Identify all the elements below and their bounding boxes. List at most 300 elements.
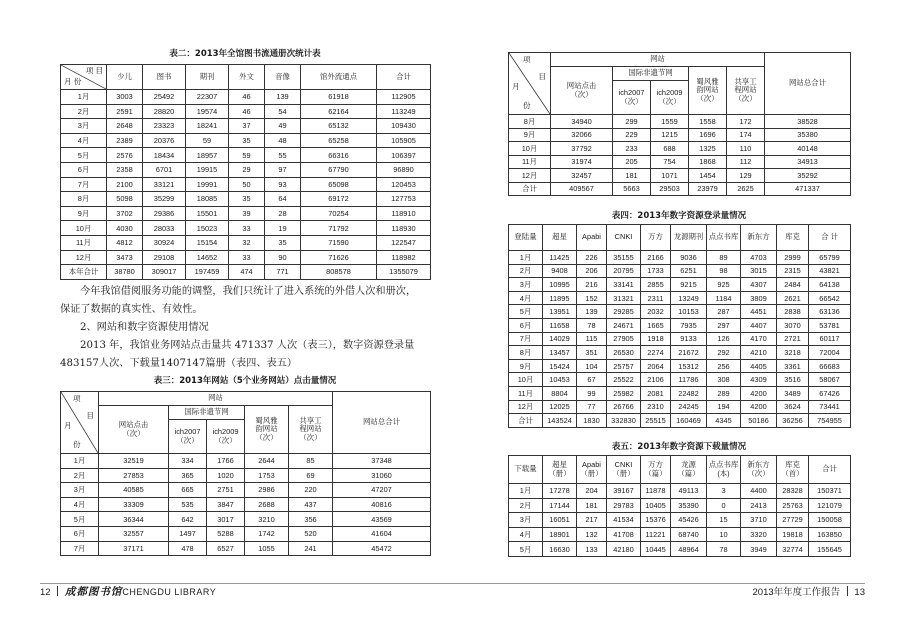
cell-value: 25492	[143, 90, 186, 105]
cell-value: 5288	[207, 526, 245, 541]
cell-value: 9408	[543, 264, 577, 278]
cell-value: 2106	[641, 373, 671, 387]
section-heading: 2、网站和数字资源使用情况	[80, 322, 209, 333]
cell-value: 43569	[333, 512, 431, 527]
cell-value: 6527	[207, 541, 245, 556]
cell-value: 16051	[543, 513, 577, 528]
cell-value: 4703	[741, 251, 777, 265]
cell-value: 64138	[809, 278, 851, 292]
row-label: 11月	[509, 155, 551, 169]
cell-value: 42180	[607, 542, 641, 557]
cell-value: 2986	[245, 483, 289, 498]
row-label: 2月	[509, 264, 543, 278]
cell-value: 25982	[607, 386, 641, 400]
table3-row	[61, 454, 431, 469]
cell-value: 15376	[641, 513, 671, 528]
row-label: 1月	[509, 251, 543, 265]
cell-value: 1184	[707, 291, 741, 305]
cell-value: 471337	[765, 182, 851, 196]
cell-value: 256	[707, 359, 741, 373]
row-label: 4月	[61, 133, 107, 148]
cell-value: 1558	[689, 115, 727, 129]
cell-value: 13249	[671, 291, 707, 305]
cell-value: 10153	[671, 305, 707, 319]
cell-value: 113249	[377, 104, 431, 119]
cell-value: 356	[289, 512, 333, 527]
cell-value: 112905	[377, 90, 431, 105]
cell-value: 2081	[641, 386, 671, 400]
cell-value: 104	[577, 359, 607, 373]
cell-value: 9133	[671, 332, 707, 346]
cell-value: 33	[229, 221, 265, 236]
cell-value: 2310	[641, 400, 671, 414]
row-label: 1月	[509, 484, 543, 499]
table2-caption: 表二：2013年全馆图书流通册次统计表	[169, 49, 321, 59]
cell-value: 118982	[377, 250, 431, 265]
table5-header: 点点书库(本)	[707, 456, 741, 484]
cell-value: 121079	[809, 498, 851, 513]
cell-value: 77	[577, 400, 607, 414]
table3b-corner: 项 目 月 份	[509, 53, 551, 115]
row-label: 3月	[61, 119, 107, 134]
cell-value: 3847	[207, 497, 245, 512]
cell-value: 925	[707, 278, 741, 292]
cell-value: 35292	[765, 169, 851, 183]
table4-header: 合 计	[809, 225, 851, 251]
cell-value: 31060	[333, 468, 431, 483]
cell-value: 39167	[607, 484, 641, 499]
website-clicks-table	[60, 391, 431, 556]
table4-row	[509, 400, 851, 414]
cell-value: 89	[707, 251, 741, 265]
cell-value: 33141	[607, 278, 641, 292]
cell-value: 12025	[543, 400, 577, 414]
cell-value: 13951	[543, 305, 577, 319]
table2-header: 音像	[265, 65, 301, 90]
cell-value: 19818	[777, 527, 809, 542]
paragraph-1-line1: 今年我馆借阅服务功能的调整，我们只统计了进入系统的外借人次和册次，	[80, 286, 417, 297]
row-label: 10月	[509, 142, 551, 156]
table2-row	[61, 133, 431, 148]
cell-value: 33121	[143, 177, 186, 192]
cell-value: 25515	[641, 414, 671, 428]
cell-value: 9036	[671, 251, 707, 265]
row-label: 6月	[61, 162, 107, 177]
cell-value: 2358	[107, 162, 143, 177]
row-label: 4月	[509, 527, 543, 542]
cell-value: 40148	[765, 142, 851, 156]
cell-value: 65258	[301, 133, 377, 148]
row-label: 5月	[61, 148, 107, 163]
cell-value: 1665	[641, 318, 671, 332]
cell-value: 6701	[143, 162, 186, 177]
cell-value: 771	[265, 265, 301, 280]
cell-value: 642	[169, 512, 207, 527]
paragraph-2-line2: 483157人次、下载量1407147篇册（表四、表五）	[60, 358, 298, 369]
cell-value: 122547	[377, 235, 431, 250]
row-label: 8月	[61, 192, 107, 207]
row-label: 6月	[61, 526, 99, 541]
table2-corner	[61, 65, 107, 90]
cell-value: 3218	[777, 346, 809, 360]
cell-value: 3809	[741, 291, 777, 305]
ich2009-header: ich2009（次）	[207, 420, 245, 454]
table5-header: 新东方（次）	[741, 456, 777, 484]
table4-row	[509, 264, 851, 278]
website-clicks-table-continued	[508, 52, 851, 196]
cell-value: 26766	[607, 400, 641, 414]
cell-value: 13457	[543, 346, 577, 360]
cell-value: 10	[707, 527, 741, 542]
cell-value: 19915	[186, 162, 229, 177]
clicks-header: 网站点击（次）	[99, 406, 169, 454]
cell-value: 2032	[641, 305, 671, 319]
paragraph-1	[60, 283, 416, 373]
table4-row	[509, 346, 851, 360]
cell-value: 2855	[641, 278, 671, 292]
table4-header: 库克	[777, 225, 809, 251]
table3b-row	[509, 169, 851, 183]
row-label: 1月	[61, 454, 99, 469]
cell-value: 216	[577, 278, 607, 292]
cell-value: 4345	[707, 414, 741, 428]
footer-right	[753, 584, 866, 598]
row-label: 7月	[61, 541, 99, 556]
cell-value: 62164	[301, 104, 377, 119]
cell-value: 150371	[809, 484, 851, 499]
cell-value: 351	[577, 346, 607, 360]
website-group-header: 网站	[99, 392, 333, 406]
cell-value: 67426	[809, 386, 851, 400]
clicks-header: 网站点击（次）	[551, 67, 613, 115]
table2-header: 合计	[377, 65, 431, 90]
cell-value: 48964	[671, 542, 707, 557]
cell-value: 23323	[143, 119, 186, 134]
table3-row	[61, 483, 431, 498]
cell-value: 4407	[741, 318, 777, 332]
cell-value: 226	[577, 251, 607, 265]
cell-value: 73441	[809, 400, 851, 414]
table3b-row	[509, 142, 851, 156]
cell-value: 1355079	[377, 265, 431, 280]
cell-value: 3710	[741, 513, 777, 528]
cell-value: 40585	[99, 483, 169, 498]
table5-caption: 表五：2013年数字资源下载量情况	[611, 442, 747, 452]
table2-row	[61, 104, 431, 119]
table5-header: 万方（篇）	[641, 456, 671, 484]
cell-value: 1020	[207, 468, 245, 483]
table5-header: 超星（册）	[543, 456, 577, 484]
cell-value: 365	[169, 468, 207, 483]
cell-value: 287	[707, 305, 741, 319]
row-label: 4月	[61, 497, 99, 512]
cell-value: 3361	[777, 359, 809, 373]
row-label: 3月	[61, 483, 99, 498]
cell-value: 155645	[809, 542, 851, 557]
ich2009-header: ich2009（次）	[651, 81, 689, 115]
cell-value: 60117	[809, 332, 851, 346]
row-label: 2月	[61, 468, 99, 483]
cell-value: 71792	[301, 221, 377, 236]
ich2007-header: ich2007（次）	[169, 420, 207, 454]
cell-value: 34913	[765, 155, 851, 169]
table3-corner: 项 目 月 份	[61, 392, 99, 454]
cell-value: 35390	[671, 498, 707, 513]
cell-value: 174	[727, 128, 765, 142]
table5-header: 下载量	[509, 456, 543, 484]
cell-value: 10405	[641, 498, 671, 513]
table2-row	[61, 192, 431, 207]
cell-value: 59	[229, 148, 265, 163]
cell-value: 32557	[99, 526, 169, 541]
row-label: 9月	[509, 359, 543, 373]
cell-value: 48	[265, 133, 301, 148]
cell-value: 332830	[607, 414, 641, 428]
cell-value: 7935	[671, 318, 707, 332]
cell-value: 10445	[641, 542, 671, 557]
cell-value: 35155	[607, 251, 641, 265]
cell-value: 194	[707, 400, 741, 414]
cell-value: 59	[186, 133, 229, 148]
cell-value: 65799	[809, 251, 851, 265]
cell-value: 127753	[377, 192, 431, 207]
cell-value: 3489	[777, 386, 809, 400]
cell-value: 25522	[607, 373, 641, 387]
cell-value: 27853	[99, 468, 169, 483]
cell-value: 4400	[741, 484, 777, 499]
cell-value: 1071	[651, 169, 689, 183]
cell-value: 71590	[301, 235, 377, 250]
cell-value: 139	[577, 305, 607, 319]
cell-value: 220	[289, 483, 333, 498]
cell-value: 2064	[641, 359, 671, 373]
cell-value: 85	[289, 454, 333, 469]
website-total-header: 网站总合计	[333, 392, 431, 454]
cell-value: 32066	[551, 128, 613, 142]
circulation-table	[60, 64, 431, 280]
cell-value: 11221	[641, 527, 671, 542]
table4-row	[509, 305, 851, 319]
cell-value: 2274	[641, 346, 671, 360]
cell-value: 14652	[186, 250, 229, 265]
library-logo-cn: 成都图书馆	[64, 586, 123, 598]
table3-caption: 表三：2013年网站（5个业务网站）点击量情况	[153, 376, 337, 386]
cell-value: 40816	[333, 497, 431, 512]
cell-value: 25763	[777, 498, 809, 513]
cell-value: 54	[265, 104, 301, 119]
table3b-row	[509, 155, 851, 169]
cell-value: 1868	[689, 155, 727, 169]
cell-value: 3320	[741, 527, 777, 542]
cell-value: 70254	[301, 206, 377, 221]
row-label: 3月	[509, 278, 543, 292]
cell-value: 49113	[671, 484, 707, 499]
cell-value: 22482	[671, 386, 707, 400]
left-page-number: 12	[40, 587, 51, 598]
cell-value: 78	[577, 318, 607, 332]
cell-value: 14029	[543, 332, 577, 346]
cell-value: 4200	[741, 400, 777, 414]
cell-value: 160469	[671, 414, 707, 428]
right-page-number: 13	[854, 587, 865, 598]
digital-login-table	[508, 224, 851, 428]
cell-value: 29285	[607, 305, 641, 319]
table5-row	[509, 484, 851, 499]
table2-header: 期刊	[186, 65, 229, 90]
cell-value: 15424	[543, 359, 577, 373]
cell-value: 69	[289, 468, 333, 483]
cell-value: 37792	[551, 142, 613, 156]
cell-value: 28	[265, 206, 301, 221]
cell-value: 66683	[809, 359, 851, 373]
cell-value: 4210	[741, 346, 777, 360]
cell-value: 3	[707, 484, 741, 499]
cell-value: 11658	[543, 318, 577, 332]
cell-value: 45472	[333, 541, 431, 556]
cell-value: 18085	[186, 192, 229, 207]
share-header: 共享工程网站（次）	[727, 67, 765, 115]
cell-value: 112	[727, 155, 765, 169]
cell-value: 299	[613, 115, 651, 129]
cell-value: 5098	[107, 192, 143, 207]
row-label: 2月	[61, 104, 107, 119]
cell-value: 35	[229, 192, 265, 207]
cell-value: 4200	[741, 386, 777, 400]
cell-value: 11425	[543, 251, 577, 265]
cell-value: 45426	[671, 513, 707, 528]
table4-header: 万方	[641, 225, 671, 251]
table2-row	[61, 221, 431, 236]
table5-header: 合计	[809, 456, 851, 484]
cell-value: 2721	[777, 332, 809, 346]
cell-value: 67	[577, 373, 607, 387]
cell-value: 133	[577, 542, 607, 557]
table3-row	[61, 512, 431, 527]
cell-value: 474	[229, 265, 265, 280]
cell-value: 55	[265, 148, 301, 163]
cell-value: 68740	[671, 527, 707, 542]
table4-row	[509, 386, 851, 400]
table2-header: 图书	[143, 65, 186, 90]
table3-row	[61, 497, 431, 512]
row-label: 5月	[509, 305, 543, 319]
cell-value: 4030	[107, 221, 143, 236]
cell-value: 38528	[765, 115, 851, 129]
cell-value: 50186	[741, 414, 777, 428]
cell-value: 4307	[741, 278, 777, 292]
cell-value: 241	[289, 541, 333, 556]
cell-value: 11786	[671, 373, 707, 387]
cell-value: 334	[169, 454, 207, 469]
cell-value: 32519	[99, 454, 169, 469]
table2-header: 馆外流通点	[301, 65, 377, 90]
shufeng-header: 蜀风雅韵网站（次）	[245, 406, 289, 454]
cell-value: 3210	[245, 512, 289, 527]
table4-header: CNKI	[607, 225, 641, 251]
row-label: 3月	[509, 513, 543, 528]
table5-row	[509, 513, 851, 528]
cell-value: 2625	[727, 182, 765, 196]
cell-value: 1325	[689, 142, 727, 156]
table4-row	[509, 359, 851, 373]
cell-value: 2413	[741, 498, 777, 513]
cell-value: 1918	[641, 332, 671, 346]
cell-value: 69172	[301, 192, 377, 207]
row-label: 6月	[509, 318, 543, 332]
cell-value: 63136	[809, 305, 851, 319]
table5-header: 龙源（篇）	[671, 456, 707, 484]
cell-value: 688	[651, 142, 689, 156]
cell-value: 4170	[741, 332, 777, 346]
cell-value: 28328	[777, 484, 809, 499]
row-label: 11月	[61, 235, 107, 250]
library-logo-en: CHENGDU LIBRARY	[122, 587, 217, 597]
ich-group-header: 国际非遗节网	[169, 406, 245, 420]
cell-value: 1830	[577, 414, 607, 428]
cell-value: 16630	[543, 542, 577, 557]
row-label: 11月	[509, 386, 543, 400]
cell-value: 99	[577, 386, 607, 400]
cell-value: 18241	[186, 119, 229, 134]
cell-value: 2389	[107, 133, 143, 148]
cell-value: 19991	[186, 177, 229, 192]
cell-value: 1497	[169, 526, 207, 541]
row-label: 7月	[509, 332, 543, 346]
cell-value: 38780	[107, 265, 143, 280]
cell-value: 110	[727, 142, 765, 156]
row-label: 合计	[509, 414, 543, 428]
table2-header: 少儿	[107, 65, 143, 90]
cell-value: 15312	[671, 359, 707, 373]
cell-value: 754955	[809, 414, 851, 428]
cell-value: 181	[613, 169, 651, 183]
cell-value: 1766	[207, 454, 245, 469]
shufeng-header: 蜀风雅韵网站（次）	[689, 67, 727, 115]
table5-row	[509, 527, 851, 542]
row-label: 10月	[61, 221, 107, 236]
cell-value: 18901	[543, 527, 577, 542]
cell-value: 3516	[777, 373, 809, 387]
cell-value: 35380	[765, 128, 851, 142]
paragraph-1-line2: 保证了数据的真实性、有效性。	[60, 304, 203, 315]
cell-value: 11878	[641, 484, 671, 499]
cell-value: 2311	[641, 291, 671, 305]
table2-header: 外文	[229, 65, 265, 90]
cell-value: 309017	[143, 265, 186, 280]
row-label: 合计	[509, 182, 551, 196]
cell-value: 105905	[377, 133, 431, 148]
cell-value: 129	[727, 169, 765, 183]
cell-value: 3949	[741, 542, 777, 557]
table4-header: 龙源期刊	[671, 225, 707, 251]
cell-value: 197459	[186, 265, 229, 280]
table4-caption: 表四：2013年数字资源登录量情况	[611, 211, 747, 221]
row-label: 4月	[509, 291, 543, 305]
cell-value: 29503	[651, 182, 689, 196]
cell-value: 2648	[107, 119, 143, 134]
cell-value: 98	[707, 264, 741, 278]
cell-value: 37348	[333, 454, 431, 469]
row-label: 5月	[509, 542, 543, 557]
cell-value: 754	[651, 155, 689, 169]
table4-header: 登陆量	[509, 225, 543, 251]
cell-value: 3017	[207, 512, 245, 527]
row-label: 12月	[509, 169, 551, 183]
cell-value: 2644	[245, 454, 289, 469]
cell-value: 17278	[543, 484, 577, 499]
cell-value: 1696	[689, 128, 727, 142]
website-group-header: 网站	[551, 53, 765, 67]
